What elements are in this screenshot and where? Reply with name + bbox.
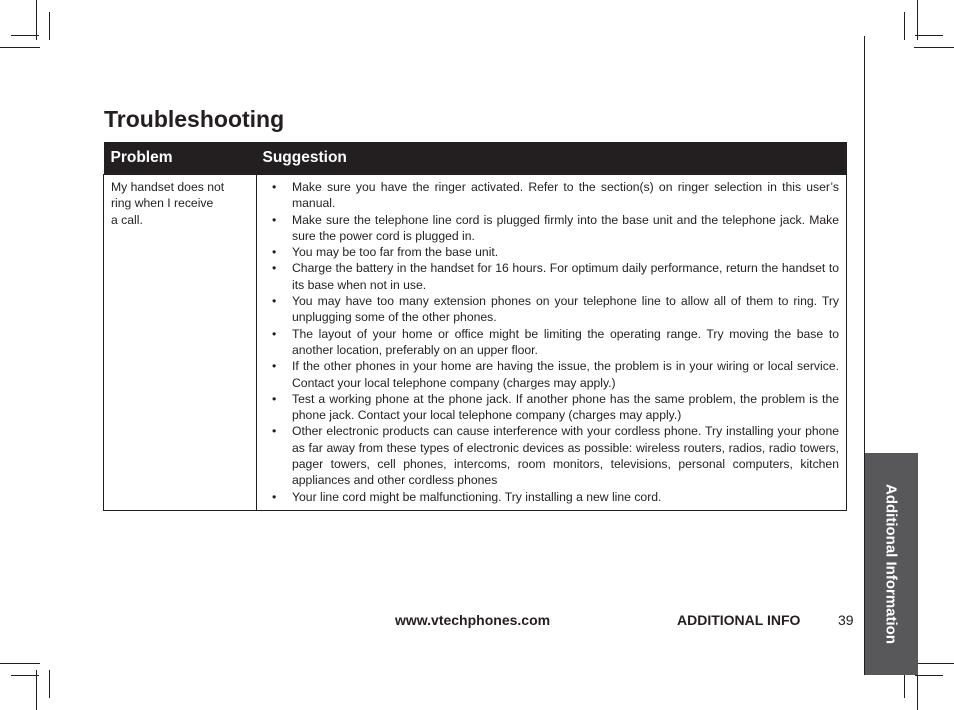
bullet-icon: • <box>272 261 277 276</box>
bullet-icon: • <box>272 212 277 227</box>
list-item <box>264 212 839 245</box>
suggestion-text: Your line cord might be malfunctioning. Try installing a new line cord. <box>292 489 662 504</box>
troubleshooting-table <box>103 142 847 511</box>
footer-url: www.vtechphones.com <box>395 612 551 628</box>
crop-mark <box>36 0 37 40</box>
crop-mark <box>49 670 50 698</box>
page-number: 39 <box>838 612 854 628</box>
list-item <box>264 326 839 359</box>
list-item <box>264 358 839 391</box>
crop-mark <box>49 12 50 40</box>
suggestion-text: Make sure the telephone line cord is plugged firmly into the base unit and the telephone jack. Make sure the power cord is plugged in. <box>292 212 839 243</box>
table-header-row <box>104 142 847 175</box>
crop-mark <box>0 663 40 664</box>
crop-mark <box>914 663 954 664</box>
bullet-icon: • <box>272 326 277 341</box>
crop-mark <box>917 0 918 40</box>
bullet-icon: • <box>272 294 277 309</box>
crop-mark <box>915 675 943 676</box>
problem-line: ring when I receive <box>111 196 214 211</box>
suggestion-text: You may have too many extension phones on your telephone line to allow all of them to ring. Try unplugging some of the other phones. <box>292 294 839 325</box>
crop-mark <box>11 675 39 676</box>
crop-mark <box>904 12 905 40</box>
suggestion-text: Charge the battery in the handset for 16 hours. For optimum daily performance, return the handset to its base when not in use. <box>292 261 839 292</box>
suggestion-text: Test a working phone at the phone jack. If another phone has the same problem, the problem is the phone jack. Contact your local telephone company (charges may apply.) <box>292 391 839 423</box>
crop-mark <box>36 670 37 710</box>
suggestion-text: Other electronic products can cause interference with your cordless phone. Try installing your phone as far away from these types of electronic devices as possible: wireless routers, radios, radio towers, pager towers, cell phones, intercoms, room monitors, televisions, personal computers, kitchen appliances and other cordless phones <box>292 424 839 488</box>
crop-mark <box>917 670 918 710</box>
list-item <box>264 244 839 260</box>
suggestion-text: If the other phones in your home are having the issue, the problem is in your wiring or local service. Contact your local telephone company (charges may apply.) <box>292 359 839 390</box>
list-item <box>264 293 839 326</box>
crop-mark <box>915 35 943 36</box>
list-item <box>264 260 839 293</box>
list-item <box>264 423 839 488</box>
column-header-suggestion: Suggestion <box>257 142 847 175</box>
bullet-icon: • <box>272 489 277 504</box>
suggestion-cell <box>257 175 847 511</box>
list-item <box>264 489 839 505</box>
suggestion-text: The layout of your home or office might be limiting the operating range. Try moving the base to another location, preferably on an upper floor. <box>292 326 839 357</box>
suggestion-list <box>264 179 839 505</box>
crop-mark <box>11 35 39 36</box>
bullet-icon: • <box>272 391 277 406</box>
bullet-icon: • <box>272 424 277 439</box>
problem-cell <box>104 175 257 511</box>
bullet-icon: • <box>272 245 277 260</box>
suggestion-text: You may be too far from the base unit. <box>292 245 499 260</box>
bullet-icon: • <box>272 359 277 374</box>
footer-section-label: ADDITIONAL INFO <box>677 612 801 628</box>
page-title: Troubleshooting <box>104 106 285 132</box>
suggestion-text: Make sure you have the ringer activated. Refer to the section(s) on ringer selection in this user’s manual. <box>292 180 839 211</box>
list-item <box>264 391 839 424</box>
crop-mark <box>0 47 40 48</box>
bullet-icon: • <box>272 180 277 194</box>
problem-line: My handset does not <box>111 180 225 194</box>
list-item <box>264 179 839 212</box>
side-tab-label: Additional Information <box>882 484 900 644</box>
problem-line: a call. <box>111 212 143 227</box>
column-header-problem: Problem <box>104 142 257 175</box>
table-row <box>104 175 847 511</box>
crop-mark <box>914 47 954 48</box>
